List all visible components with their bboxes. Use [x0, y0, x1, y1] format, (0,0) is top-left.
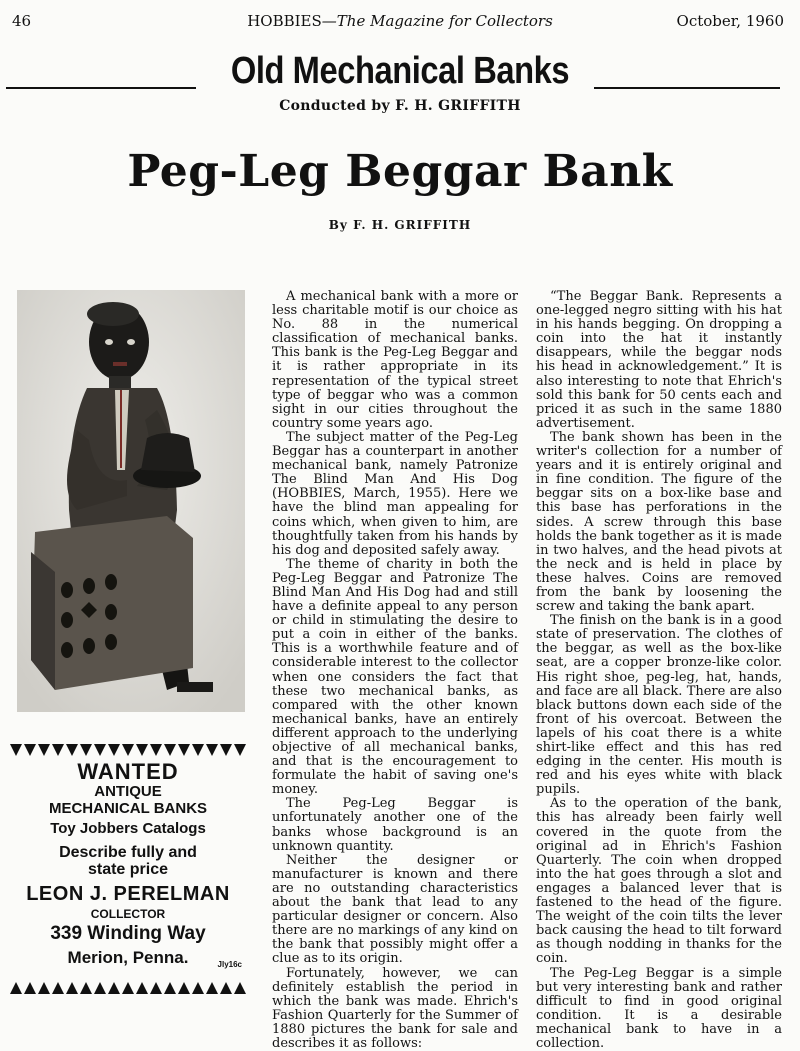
- article-title: Peg-Leg Beggar Bank: [0, 146, 800, 197]
- page-number: 46: [12, 12, 31, 30]
- paragraph: The Peg-Leg Beggar is a simple but very interesting bank and rather difficult to find in good original condition. It is a desirable mechanical bank to have in a collection.: [536, 967, 782, 1051]
- beggar-bank-photo: [17, 290, 245, 712]
- section-title: Old Mechanical Banks: [56, 50, 744, 93]
- paragraph: As to the operation of the bank, this has already been fairly well covered in the quote from the original ad in Ehrich's Fashion Quarterly. The coin when dropped into the hat goes through a slot and engages a balanced lever that is fastened to the head of the figure. The weight of the coin tilts the lever back causing the head to tilt forward as though nodding in thanks for the coin.: [536, 797, 782, 966]
- paragraph: “The Beggar Bank. Represents a one-legged negro sitting with his hat in his hands begging. On dropping a coin into the hat it instantly disappears, while the beggar nods his head in acknowledgement.” It is also interesting to note that Ehrich's sold this bank for 50 cents each and priced it as such in the same 1880 advertisement.: [536, 290, 782, 431]
- magazine-name: HOBBIES: [247, 12, 322, 30]
- wanted-advertisement: [10, 744, 246, 996]
- paragraph: A mechanical bank with a more or less charitable motif is our choice as No. 88 in the numerical classification of mechanical banks. This bank is the Peg-Leg Beggar and it is rather appropriate in its representation of the typical street type of beggar who was a common sight in our cities throughout the country some years ago.: [272, 290, 518, 431]
- ad-city: Merion, Penna.: [10, 949, 246, 968]
- paragraph: Fortunately, however, we can definitely establish the period in which the bank was made. Ehrich's Fashion Quarterly for the Summer of 1880 pictures the bank for sale and describes it as follows:: [272, 967, 518, 1051]
- paragraph: The theme of charity in both the Peg-Leg Beggar and Patronize The Blind Man And His Dog had and still have a definite appeal to any person or child in stimulating the desire to put a coin in either of the banks. This is a worthwhile feature and of considerable interest to the collector when one considers the fact that these two mechanical banks, as compared with the other known mechanical banks, have an entirely different approach to the underlying objective of all mechanical banks, and that is the encouragement to formulate the habit of saving one's money.: [272, 558, 518, 798]
- ad-code: Jly16c: [218, 960, 242, 969]
- ad-border-top: [10, 744, 246, 758]
- paragraph: Neither the designer or manufacturer is known and there are no outstanding characteristics about the bank that lead to any particular designer or concern. Also there are no markings of any kind on the bank that possibly might offer a clue as to its origin.: [272, 854, 518, 967]
- ad-describe: Describe fully and: [10, 844, 246, 862]
- ad-toy-jobbers: Toy Jobbers Catalogs: [10, 821, 246, 838]
- ad-text: [10, 758, 246, 968]
- ad-address: 339 Winding Way: [10, 924, 246, 945]
- ad-wanted: WANTED: [10, 760, 246, 784]
- paragraph: The finish on the bank is in a good state of preservation. The clothes of the beggar, as well as the box-like seat, are a copper bronze-like color. His right shoe, peg-leg, hat, hands, and face are all black. There are also black buttons down each side of the front of his overcoat. Between the lapels of his coat there is a white shirt-like effect and this has red edging in the center. His mouth is red and his eyes white with black pupils.: [536, 614, 782, 797]
- ad-mechanical-banks: MECHANICAL BANKS: [10, 801, 246, 818]
- paragraph: The bank shown has been in the writer's collection for a number of years and it is entirely original and in fine condition. The figure of the beggar sits on a box-like base and this base has perforations in the sides. A screw through this base holds the bank together as it is made in two halves, and the head pivots at the neck and is held in place by these halves. Coins are removed from the bank by loosening the screw and taking the bank apart.: [536, 431, 782, 614]
- ad-antique: ANTIQUE: [10, 784, 246, 801]
- magazine-tagline: —The Magazine for Collectors: [322, 12, 553, 30]
- issue-date: October, 1960: [677, 12, 784, 30]
- article-column-1: [272, 290, 518, 1051]
- ad-state-price: state price: [10, 861, 246, 879]
- article-column-2: [536, 290, 782, 1051]
- conducted-by: Conducted by F. H. GRIFFITH: [0, 98, 800, 114]
- paragraph: The subject matter of the Peg-Leg Beggar has a counterpart in another mechanical bank, namely Patronize The Blind Man And His Dog (HOBBIES, March, 1955). Here we have the blind man appealing for coins which, when given to him, are thoughtfully taken from his hands by his dog and deposited safely away.: [272, 431, 518, 558]
- beggar-figure-illustration: [17, 290, 245, 712]
- ad-collector: COLLECTOR: [10, 908, 246, 921]
- ad-name: LEON J. PERELMAN: [10, 883, 246, 905]
- title-rule-right: [594, 87, 780, 89]
- ad-border-bottom: [10, 982, 246, 996]
- paragraph: The Peg-Leg Beggar is unfortunately another one of the banks whose background is an unknown quantity.: [272, 797, 518, 853]
- article-byline: By F. H. GRIFFITH: [0, 218, 800, 232]
